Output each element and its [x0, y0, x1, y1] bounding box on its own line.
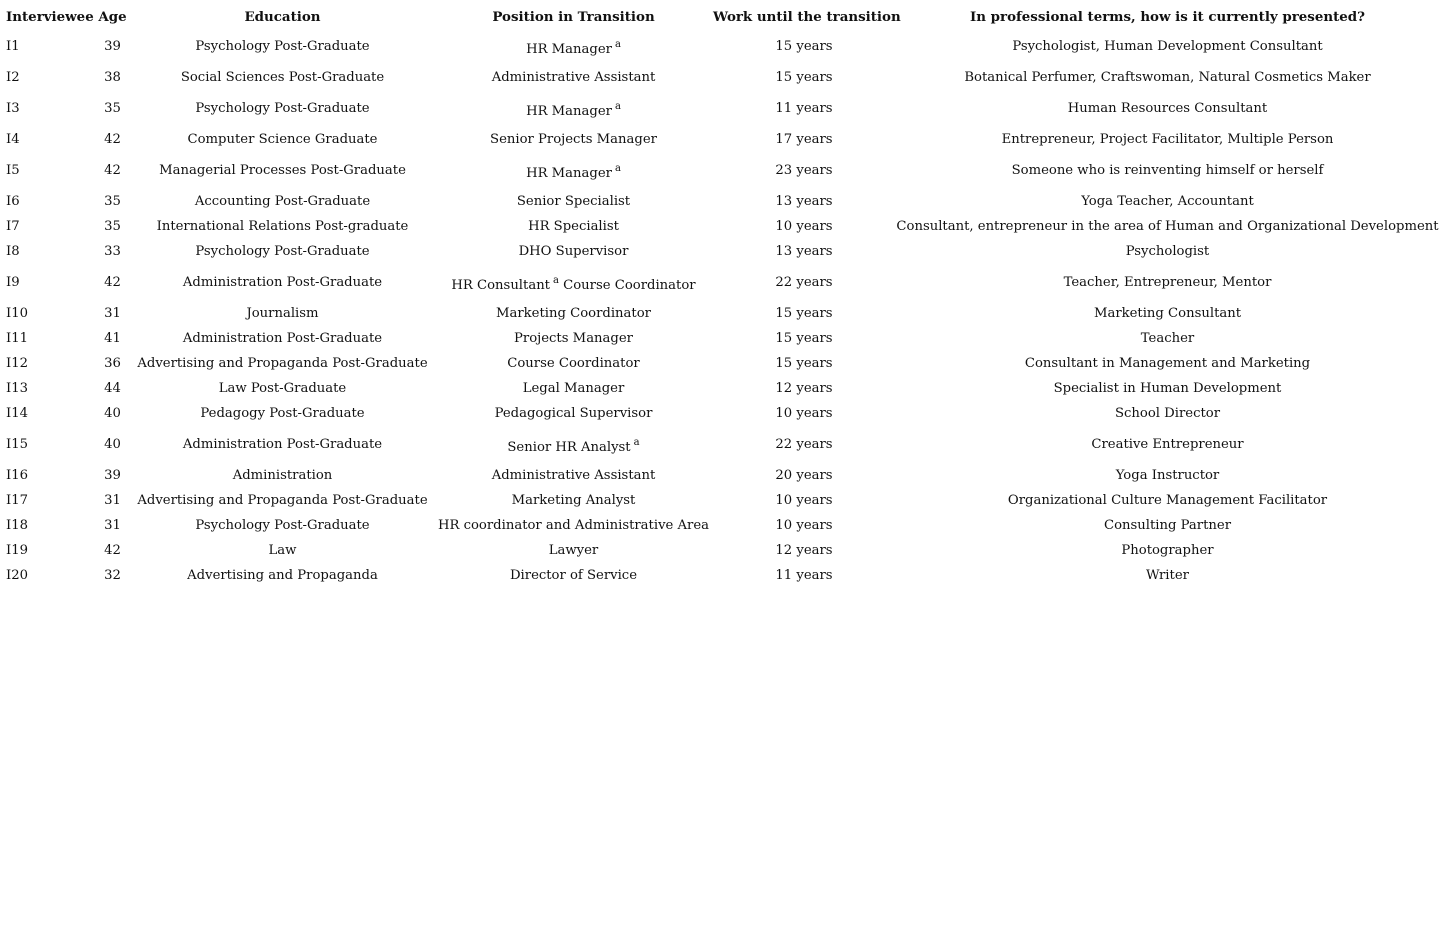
cell-education: Administration Post-Graduate	[182, 331, 383, 346]
cell-age: 32	[104, 568, 121, 583]
cell-position	[434, 326, 713, 351]
table-row	[4, 376, 1440, 401]
cell-work: 17 years	[775, 132, 833, 147]
cell-age: 42	[104, 275, 121, 290]
cell-interviewee: I8	[6, 244, 20, 259]
cell-work: 15 years	[775, 331, 833, 346]
cell-age: 44	[104, 381, 121, 396]
cell-education: Psychology Post-Graduate	[195, 101, 370, 116]
cell-age: 40	[104, 437, 121, 452]
cell-presented: Organizational Culture Management Facilitator	[1007, 493, 1328, 508]
position-label: Marketing Coordinator	[496, 306, 651, 321]
header-interviewee: Interviewee	[6, 9, 94, 25]
header-age: Age	[98, 9, 127, 25]
position-label: Administrative Assistant	[491, 70, 656, 85]
cell-position	[434, 401, 713, 426]
cell-age: 39	[104, 468, 121, 483]
cell-position	[434, 538, 713, 563]
cell-presented: Psychologist, Human Development Consultant	[1012, 39, 1323, 54]
table-row	[4, 189, 1440, 214]
table-row	[4, 401, 1440, 426]
cell-education: Administration Post-Graduate	[182, 275, 383, 290]
cell-interviewee: I18	[6, 518, 28, 533]
cell-interviewee: I7	[6, 219, 20, 234]
cell-position	[434, 127, 713, 152]
header-work: Work until the transition	[713, 9, 901, 25]
cell-interviewee: I14	[6, 406, 28, 421]
cell-presented: Yoga Instructor	[1115, 468, 1220, 483]
cell-education: Psychology Post-Graduate	[195, 518, 370, 533]
cell-presented: Yoga Teacher, Accountant	[1081, 194, 1254, 209]
position-label: HR Consultant	[451, 278, 550, 293]
cell-presented: Teacher, Entrepreneur, Mentor	[1063, 275, 1272, 290]
cell-age: 31	[104, 518, 121, 533]
cell-education: Psychology Post-Graduate	[195, 244, 370, 259]
header-position: Position in Transition	[492, 9, 655, 25]
cell-education: Psychology Post-Graduate	[195, 39, 370, 54]
position-label: Legal Manager	[522, 381, 625, 396]
cell-presented: Botanical Perfumer, Craftswoman, Natural Cosmetics Maker	[964, 70, 1371, 85]
position-label: Senior Projects Manager	[490, 132, 657, 147]
footnote-marker: a	[633, 437, 640, 448]
footnote-marker: a	[614, 39, 621, 50]
cell-interviewee: I3	[6, 101, 20, 116]
cell-education: Advertising and Propaganda	[187, 568, 378, 583]
cell-presented: Writer	[1146, 568, 1189, 583]
cell-age: 41	[104, 331, 121, 346]
cell-presented: Specialist in Human Development	[1053, 381, 1282, 396]
cell-position	[434, 563, 713, 588]
cell-interviewee: I1	[6, 39, 20, 54]
table-row	[4, 264, 1440, 301]
cell-education: Advertising and Propaganda Post-Graduate	[137, 493, 428, 508]
cell-education: Journalism	[246, 306, 319, 321]
cell-education: Pedagogy Post-Graduate	[200, 406, 365, 421]
header-education: Education	[244, 9, 321, 25]
table-row	[4, 351, 1440, 376]
position-label: Director of Service	[509, 568, 638, 583]
footnote-marker: a	[614, 163, 621, 174]
cell-work: 10 years	[775, 219, 833, 234]
table-row	[4, 28, 1440, 65]
cell-age: 40	[104, 406, 121, 421]
header-presented: In professional terms, how is it currently presented?	[969, 9, 1366, 25]
cell-interviewee: I4	[6, 132, 20, 147]
table-row	[4, 538, 1440, 563]
cell-presented: Consultant in Management and Marketing	[1024, 356, 1311, 371]
position-label: Course Coordinator	[507, 356, 640, 371]
table-row	[4, 65, 1440, 90]
interviewees-table	[4, 6, 1440, 588]
cell-position	[434, 376, 713, 401]
position-label: Pedagogical Supervisor	[494, 406, 653, 421]
cell-interviewee: I19	[6, 543, 28, 558]
cell-age: 33	[104, 244, 121, 259]
cell-position	[434, 189, 713, 214]
cell-presented: Psychologist	[1125, 244, 1210, 259]
position-label: Projects Manager	[514, 331, 633, 346]
cell-interviewee: I13	[6, 381, 28, 396]
cell-work: 22 years	[775, 275, 833, 290]
cell-interviewee: I16	[6, 468, 28, 483]
cell-interviewee: I17	[6, 493, 28, 508]
cell-work: 10 years	[775, 406, 833, 421]
footnote-marker: a	[552, 275, 559, 286]
position-label: HR Manager	[526, 42, 612, 57]
position-label: DHO Supervisor	[518, 244, 629, 259]
cell-work: 11 years	[775, 101, 833, 116]
cell-work: 15 years	[775, 70, 833, 85]
cell-position	[434, 351, 713, 376]
cell-interviewee: I10	[6, 306, 28, 321]
cell-position	[434, 65, 713, 90]
cell-age: 35	[104, 219, 121, 234]
table-row	[4, 488, 1440, 513]
cell-work: 20 years	[775, 468, 833, 483]
cell-presented: Entrepreneur, Project Facilitator, Multiple Person	[1001, 132, 1334, 147]
cell-position	[434, 214, 713, 239]
cell-presented: Photographer	[1121, 543, 1214, 558]
cell-education: Computer Science Graduate	[187, 132, 378, 147]
cell-position	[434, 28, 713, 65]
cell-interviewee: I15	[6, 437, 28, 452]
cell-education: Advertising and Propaganda Post-Graduate	[137, 356, 428, 371]
cell-age: 42	[104, 163, 121, 178]
cell-presented: Someone who is reinventing himself or herself	[1011, 163, 1324, 178]
cell-age: 31	[104, 493, 121, 508]
cell-education: Administration Post-Graduate	[182, 437, 383, 452]
table-row	[4, 463, 1440, 488]
cell-position	[434, 426, 713, 463]
cell-work: 23 years	[775, 163, 833, 178]
cell-presented: Creative Entrepreneur	[1091, 437, 1244, 452]
cell-work: 22 years	[775, 437, 833, 452]
cell-work: 15 years	[775, 39, 833, 54]
cell-work: 10 years	[775, 493, 833, 508]
cell-presented: School Director	[1114, 406, 1221, 421]
cell-work: 13 years	[775, 194, 833, 209]
cell-age: 31	[104, 306, 121, 321]
position-label: Lawyer	[548, 543, 599, 558]
cell-age: 35	[104, 101, 121, 116]
footnote-marker: a	[614, 101, 621, 112]
cell-work: 12 years	[775, 543, 833, 558]
cell-work: 10 years	[775, 518, 833, 533]
table-row	[4, 301, 1440, 326]
table-row	[4, 214, 1440, 239]
cell-presented: Human Resources Consultant	[1067, 101, 1268, 116]
table-row	[4, 563, 1440, 588]
position-label: Marketing Analyst	[511, 493, 636, 508]
position-label: Senior Specialist	[516, 194, 631, 209]
cell-age: 39	[104, 39, 121, 54]
position-extra-label: Course Coordinator	[563, 278, 696, 293]
cell-position	[434, 264, 713, 301]
cell-education: Accounting Post-Graduate	[194, 194, 371, 209]
cell-education: Law	[268, 543, 297, 558]
cell-position	[434, 463, 713, 488]
position-label: HR Manager	[526, 166, 612, 181]
cell-position	[434, 301, 713, 326]
cell-presented: Marketing Consultant	[1093, 306, 1242, 321]
position-label: Administrative Assistant	[491, 468, 656, 483]
cell-age: 36	[104, 356, 121, 371]
table-row	[4, 239, 1440, 264]
cell-education: Law Post-Graduate	[218, 381, 347, 396]
table-row	[4, 127, 1440, 152]
cell-work: 15 years	[775, 306, 833, 321]
cell-position	[434, 239, 713, 264]
cell-presented: Teacher	[1140, 331, 1195, 346]
cell-interviewee: I12	[6, 356, 28, 371]
cell-age: 38	[104, 70, 121, 85]
cell-age: 35	[104, 194, 121, 209]
table-header-row	[4, 6, 1440, 28]
position-label: Senior HR Analyst	[507, 440, 631, 455]
cell-education: Social Sciences Post-Graduate	[180, 70, 385, 85]
cell-education: Administration	[232, 468, 333, 483]
cell-position	[434, 90, 713, 127]
table-row	[4, 90, 1440, 127]
table-row	[4, 513, 1440, 538]
cell-interviewee: I6	[6, 194, 20, 209]
cell-work: 13 years	[775, 244, 833, 259]
cell-interviewee: I20	[6, 568, 28, 583]
cell-interviewee: I9	[6, 275, 20, 290]
cell-position	[434, 152, 713, 189]
cell-age: 42	[104, 543, 121, 558]
cell-education: International Relations Post-graduate	[156, 219, 409, 234]
cell-interviewee: I2	[6, 70, 20, 85]
position-label: HR Manager	[526, 104, 612, 119]
position-label: HR Specialist	[528, 219, 619, 234]
cell-work: 11 years	[775, 568, 833, 583]
cell-interviewee: I5	[6, 163, 20, 178]
cell-position	[434, 513, 713, 538]
cell-interviewee: I11	[6, 331, 28, 346]
table-row	[4, 326, 1440, 351]
cell-education: Managerial Processes Post-Graduate	[159, 163, 406, 178]
table-row	[4, 152, 1440, 189]
position-label: HR coordinator and Administrative Area	[437, 518, 710, 533]
cell-presented: Consulting Partner	[1104, 518, 1231, 533]
cell-age: 42	[104, 132, 121, 147]
table-body	[4, 28, 1440, 588]
cell-presented: Consultant, entrepreneur in the area of Human and Organizational Development	[896, 219, 1439, 234]
table-row	[4, 426, 1440, 463]
cell-work: 15 years	[775, 356, 833, 371]
cell-position	[434, 488, 713, 513]
cell-work: 12 years	[775, 381, 833, 396]
